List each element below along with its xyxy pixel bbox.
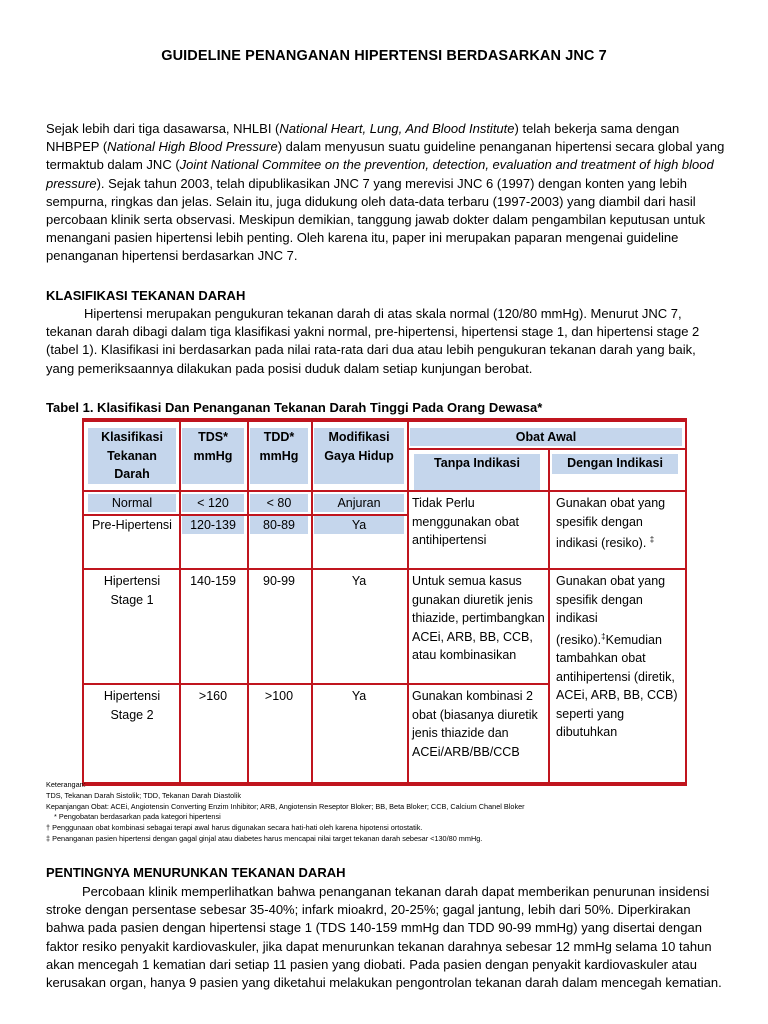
row-stage1-tds: 140-159 [190,574,236,588]
dengan-indikasi-stage-mark: ‡ [601,631,606,641]
table-hline [82,490,687,492]
tanpa-indikasi-pre: Tidak Perlu menggunakan obat antihipertensi [412,496,520,547]
intro-text-2: ) telah bekerja sama dengan NHBPEP ( [46,121,680,155]
section2-paragraph [46,883,726,992]
row-normal-tdd: < 80 [250,494,308,512]
table-vline [311,422,313,782]
section2-body: Percobaan klinik memperlihatkan bahwa penanganan tekanan darah dapat memberikan penurunan insidensi stroke dengan persentase sebesar 35-40%; infark mioakrd, 20-25%; gagal jantung, lebih dari 50%. Diperkirakan bahwa pada pasien dengan hipertensi stage 1 (TDS 140-159 mmHg dan TDD 90-99 mmHg) yang disertai dengan faktor resiko penyakit kardiovaskuler, jika dapat menurunkan tekanan darahnya sebesar 12 mmHg selama 10 tahun akan mencegah 1 kematian dari setiap 11 pasien yang diobati. Pada pasien dengan penyakit kardiovaskuler atau kerusakan organ, hanya 9 pasien yang diketahui melakukan pengontrolan tekanan darah dalam mencegah kematian. [46,884,722,991]
table-hline [82,683,548,685]
row-stage2-tds: >160 [198,689,228,703]
header-tanpa-indikasi: Tanpa Indikasi [414,454,540,492]
row-pre-tdd: 80-89 [250,516,308,534]
intro-text-4: ). Sejak tahun 2003, telah dipublikasikan JNC 7 yang merevisi JNC 6 (1997) dengan konten yang lebih sempurna, ringkas dan jelas. Selain itu, juga didukung oleh data-data terbaru (1997-2003) yang diambil dari hasil percobaan klinik serta observasi. Meskipun demikian, tanggung jawab dokter dalam pengambilan keputusan untuk menangani pasien hipertensi lebih penting. Oleh karena itu, paper ini merupakan paparan mengenai guideline penanganan hipertensi berdasarkan JNC 7. [46,175,706,264]
row-stage1-modifikasi: Ya [351,574,367,588]
section1-heading: KLASIFIKASI TEKANAN DARAH [46,288,246,303]
dengan-indikasi-stage-text-2: Kemudian tambahkan obat antihipertensi (diretik, ACEi, ARB, BB, CCB) seperti yang dibutuhkan [556,632,678,740]
table-border-left [82,422,84,782]
row-pre-tds: 120-139 [182,516,244,534]
dengan-indikasi-stage1-2 [556,572,684,742]
intro-italic-2: National High Blood Pressure [107,139,278,155]
table-vline [407,422,409,782]
section1-paragraph [46,305,726,378]
row-normal-tds: < 120 [182,494,244,512]
header-obat-awal: Obat Awal [410,428,682,446]
section2-heading: PENTINGNYA MENURUNKAN TEKANAN DARAH [46,865,346,880]
table-hline [82,514,407,516]
header-dengan-indikasi: Dengan Indikasi [552,454,678,474]
header-tds: TDS* mmHg [182,428,244,484]
section1-body: Hipertensi merupakan pengukuran tekanan darah di atas skala normal (120/80 mmHg). Menurut JNC 7, tekanan darah dibagi dalam tiga klasifikasi yakni normal, pre-hipertensi, hipertensi stage 1, dan hipertensi stage 2 (tabel 1). Klasifikasi ini berdasarkan pada nilai rata-rata dari dua atau lebih pengukuran tekanan darah yang baik, yang pemeriksaannya dilakukan pada posisi duduk dalam setiap kunjungan berobat. [46,306,700,376]
row-stage1-tdd: 90-99 [263,574,295,588]
note-line: Kepanjangan Obat: ACEi, Angiotensin Converting Enzim Inhibitor; ARB, Angiotensin Reseptor Bloker; BB, Beta Bloker; CCB, Calcium Chanel Bloker [46,801,525,811]
table-hline [407,448,687,450]
intro-text-1: Sejak lebih dari tiga dasawarsa, NHLBI ( [46,121,280,136]
note-line: † Penggunaan obat kombinasi sebagai terapi awal harus digunakan secara hati-hati oleh karena hipotensi ortostatik. [46,823,423,833]
row-normal-klasifikasi: Normal [88,494,176,512]
table-caption: Tabel 1. Klasifikasi Dan Penanganan Tekanan Darah Tinggi Pada Orang Dewasa* [46,400,543,415]
dengan-indikasi-pre-mark: ‡ [649,535,655,544]
table-vline [548,449,550,782]
intro-paragraph [46,120,726,266]
row-stage2-tdd: >100 [264,689,294,703]
row-pre-modifikasi: Ya [314,516,404,534]
dengan-indikasi-stage-text: Gunakan obat yang spesifik dengan indikasi (resiko). [556,574,666,647]
row-normal-modifikasi: Anjuran [314,494,404,512]
table-hline [82,568,687,570]
row-stage2-modifikasi: Ya [351,689,367,703]
note-line: Keterangan: [46,780,86,789]
table-vline [179,422,181,782]
table-notes [46,780,726,845]
note-line: * Pengobatan berdasarkan pada kategori hipertensi [54,812,221,822]
intro-italic-3: Joint National Commitee on the prevention, detection, evaluation and treatment of high blood pressure [46,157,714,191]
tanpa-indikasi-stage1: Untuk semua kasus gunakan diuretik jenis thiazide, pertimbangkan ACEi, ARB, BB, CCB, atau kombinasikan [412,574,545,662]
dengan-indikasi-pre-text: Gunakan obat yang spesifik dengan indikasi (resiko). [556,496,666,551]
note-line: ‡ Penanganan pasien hipertensi dengan gagal ginjal atau diabetes harus mencapai nilai target tekanan darah sebesar <130/80 mmHg. [46,833,483,843]
classification-table [82,418,687,786]
dengan-indikasi-pre [556,494,684,553]
table-vline [247,422,249,782]
header-klasifikasi: Klasifikasi Tekanan Darah [88,428,176,484]
tanpa-indikasi-stage2: Gunakan kombinasi 2 obat (biasanya diuretik jenis thiazide dan ACEi/ARB/BB/CCB [412,689,538,759]
note-line: TDS, Tekanan Darah Sistolik; TDD, Tekanan Darah Diastolik [46,790,242,800]
intro-text-3: ) dalam menyusun suatu guideline penanganan hipertensi secara global yang termaktub dalam JNC ( [46,139,725,173]
header-tdd: TDD* mmHg [250,428,308,484]
row-stage1-klasifikasi: Hipertensi Stage 1 [103,574,161,607]
intro-italic-1: National Heart, Lung, And Blood Institute [279,121,515,136]
header-modifikasi: Modifikasi Gaya Hidup [314,428,404,484]
row-stage2-klasifikasi: Hipertensi Stage 2 [103,689,161,722]
table-border-right [685,422,687,782]
row-pre-klasifikasi: Pre-Hipertensi [92,518,172,532]
document-title: GUIDELINE PENANGANAN HIPERTENSI BERDASARKAN JNC 7 [161,48,607,64]
